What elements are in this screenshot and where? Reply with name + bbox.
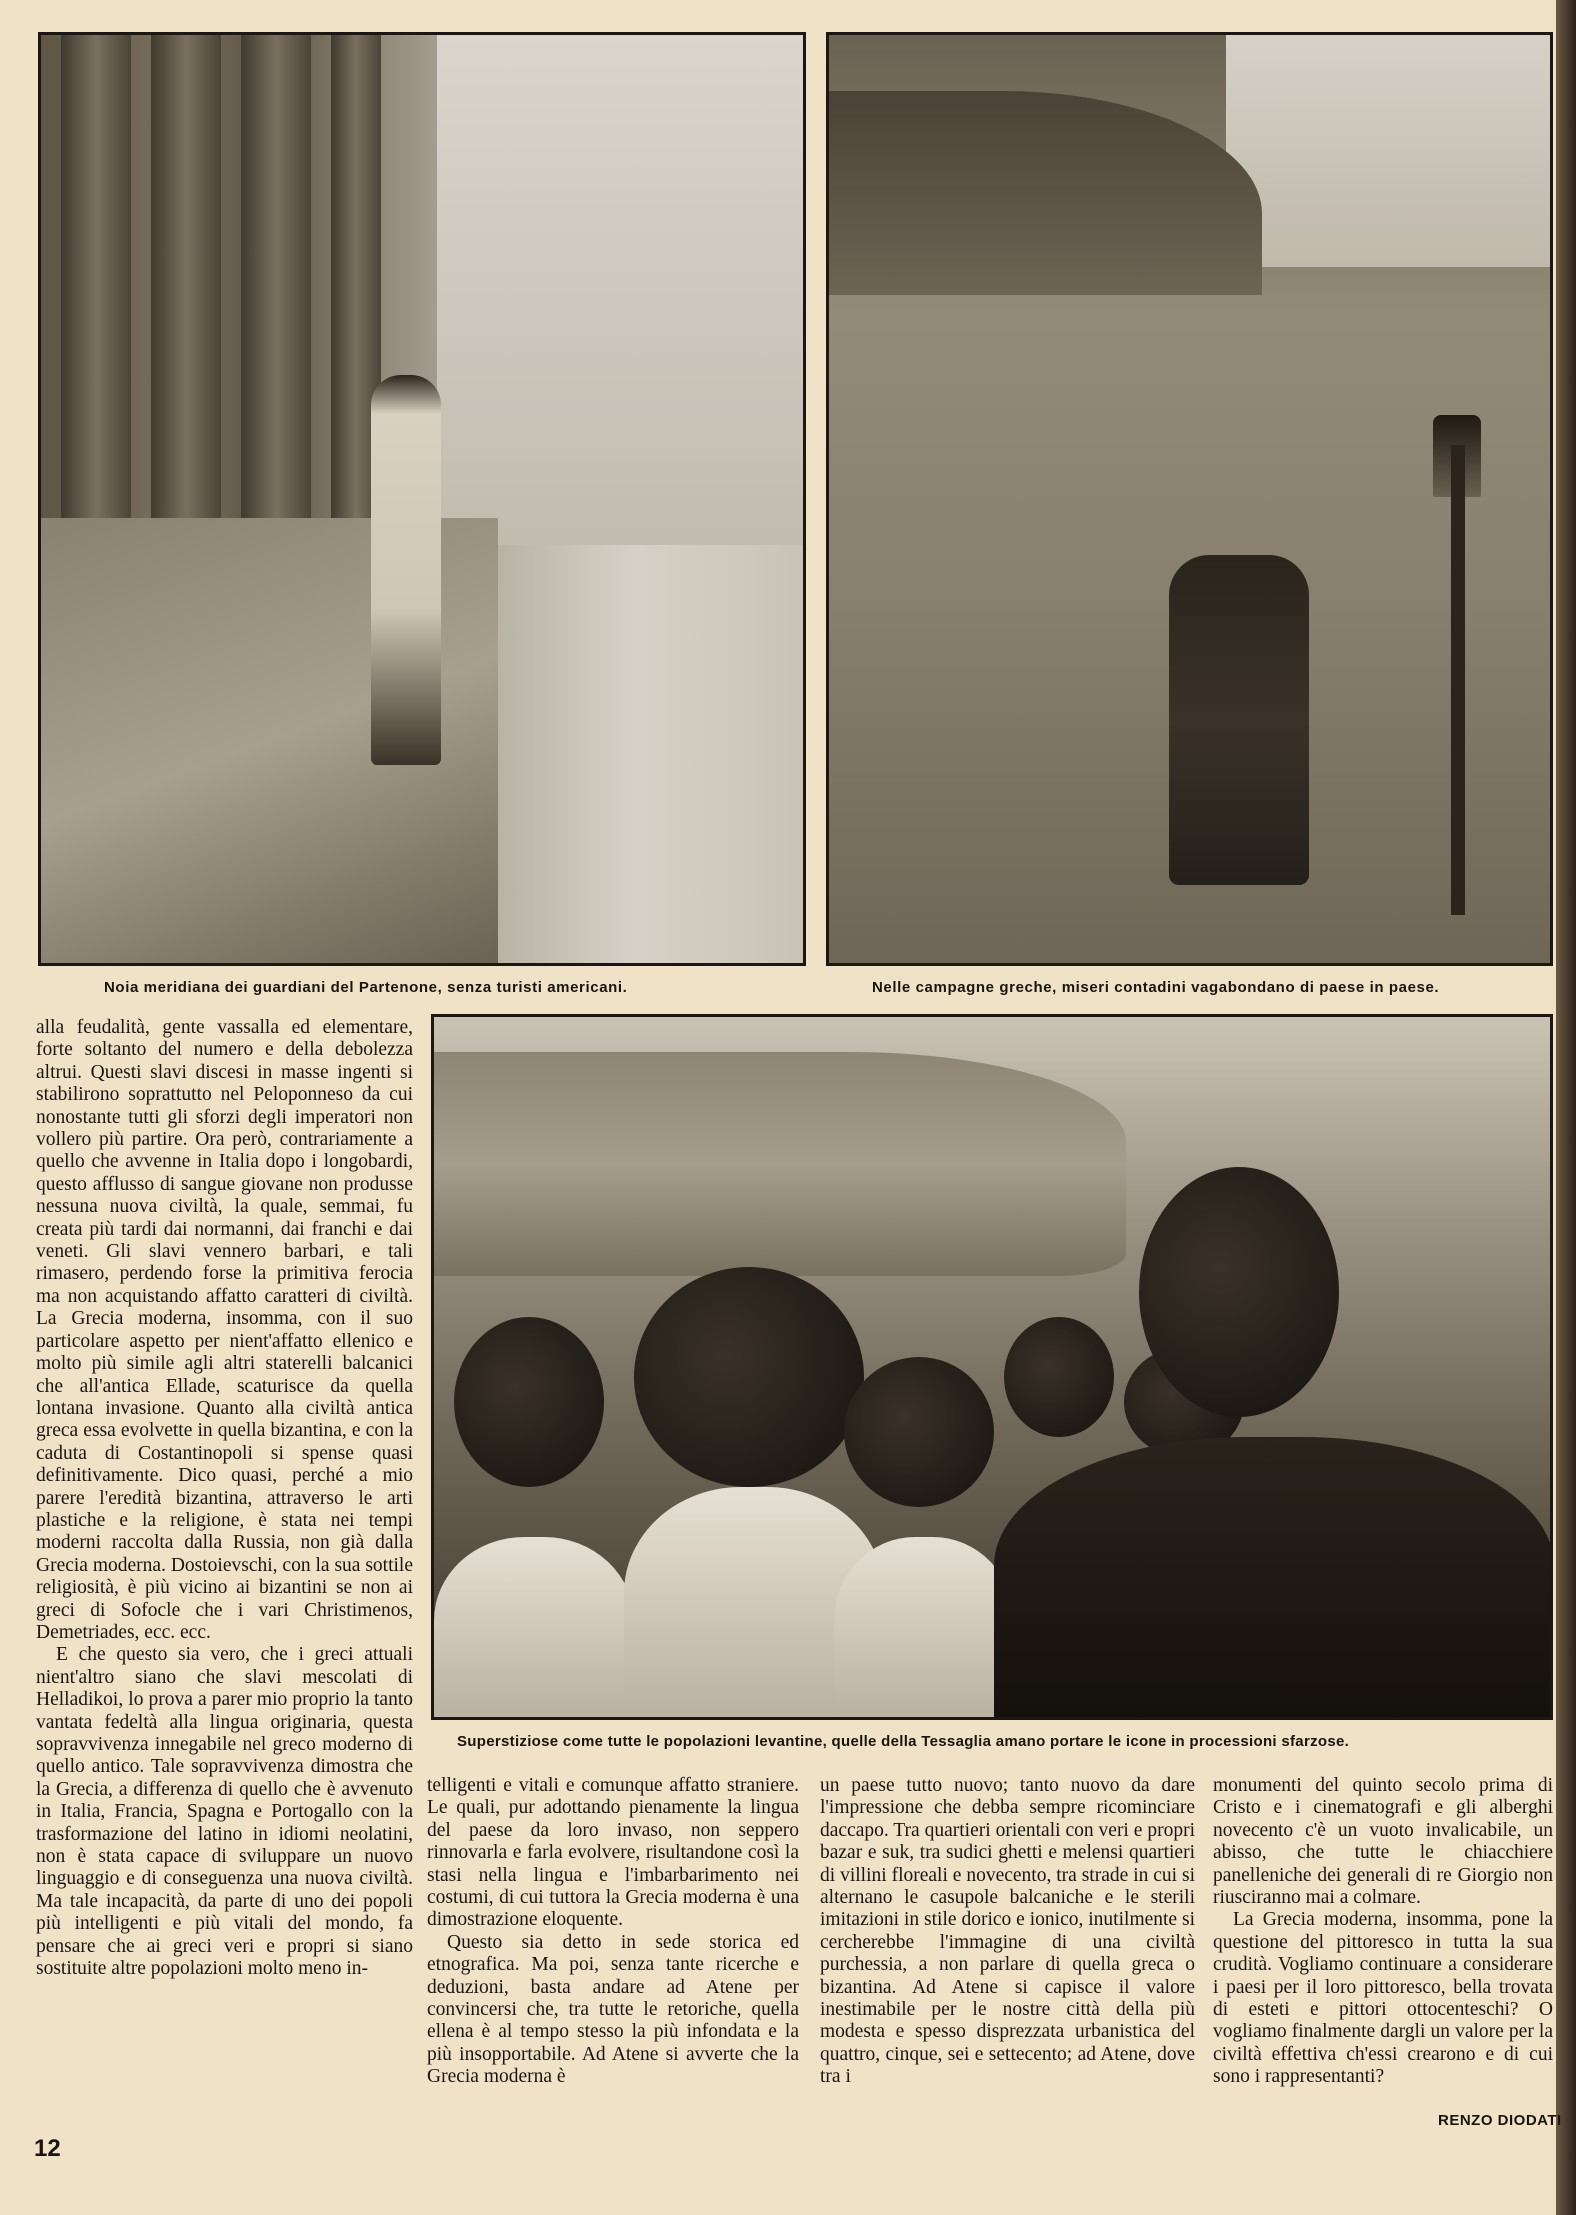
paragraph: Questo sia detto in sede storica ed etnografica. Ma poi, senza tante ricerche e deduzioni, basta andare ad Atene per convincersi che, tra tutte le retoriche, quella ellena è al tempo stesso la più infondata e la più insopportabile. Ad Atene si avverte che la Grecia moderna è (427, 1931, 799, 2088)
article-column-2 (427, 1775, 799, 2089)
countryside-photo-caption: Nelle campagne greche, miseri contadini vagabondano di paese in paese. (872, 979, 1440, 996)
author-signature: RENZO DIODATI (1438, 2112, 1562, 2129)
article-column-4 (1213, 1775, 1553, 2089)
paragraph: monumenti del quinto secolo prima di Cristo e i cinematografi e gli alberghi novecento c'è un vuoto invalicabile, un abisso, che tutte le chiacchiere panelleniche dei generali di re Giorgio non riusciranno mai a colmare. (1213, 1775, 1553, 1909)
parthenon-guards-photo (38, 32, 806, 966)
paragraph: telligenti e vitali e comunque affatto straniere. Le quali, pur adottando pienamente la lingua del paese da loro invaso, non seppero rinnovarla e farla evolvere, risultandone così la stasi nella lingua e l'imbarbarimento nei costumi, di cui tuttora la Grecia moderna è una dimostrazione eloquente. (427, 1775, 799, 1931)
paragraph: E che questo sia vero, che i greci attuali nient'altro siano che slavi mescolati di Helladikoi, lo prova a parer mio proprio la tanto vantata fedeltà alla lingua originaria, questa sopravvivenza innegabile nel greco moderno di quello antico. Tale sopravvivenza dimostra che la Grecia, a differenza di quello che è avvenuto in Italia, Francia, Spagna e Portogallo con la trasformazione del latino in idiomi neolatini, non è stata capace di sviluppare un nuovo linguaggio e di conseguenza una nuova civiltà. Ma tale incapacità, da parte di uno dei popoli più intelligenti e più vitali del mondo, fa pensare che ai greci veri e propri si siano sostituite altre popolazioni molto meno in- (36, 1644, 413, 1980)
paragraph: La Grecia moderna, insomma, pone la questione del pittoresco in tutta la sua crudità. Vogliamo continuare a considerare i paesi per il loro pittoresco, bella trovata di esteti e pittori ottocenteschi? O vogliamo finalmente dargli un valore per la civiltà effettiva ch'essi crearono e di cui sono i rappresentanti? (1213, 1909, 1553, 2088)
parthenon-photo-caption: Noia meridiana dei guardiani del Partenone, senza turisti americani. (104, 979, 628, 996)
procession-photo-caption: Superstiziose come tutte le popolazioni levantine, quelle della Tessaglia amano portare le icone in processioni sfarzose. (457, 1733, 1350, 1750)
adjacent-page-edge (1556, 0, 1576, 2215)
thessaly-procession-photo (431, 1014, 1553, 1720)
paragraph: alla feudalità, gente vassalla ed elementare, forte soltanto del numero e della debolezza altrui. Questi slavi discesi in masse ingenti si stabilirono soprattutto nel Peloponneso da cui nonostante tutti gli sforzi degli imperatori non vollero più partire. Ora però, contrariamente a quello che avvenne in Italia dopo i longobardi, questo afflusso di sangue giovane non produsse nessuna nuova civiltà, la quale, semmai, fu creata più tardi dai normanni, dai franchi e dai veneti. Gli slavi vennero barbari, e tali rimasero, perdendo forse la primitiva ferocia ma non acquistando affatto caratteri di civiltà. La Grecia moderna, insomma, con il suo particolare aspetto per nient'affatto ellenico e molto più simile agli altri staterelli balcanici che all'antica Ellade, scaturisce da quella lontana invasione. Quanto alla civiltà antica greca essa evolvette in quella bizantina, e con la caduta di Costantinopoli si spense quasi definitivamente. Dico quasi, perché a mio parere l'eredità bizantina, attraverso le arti plastiche e la religione, è stata nei tempi moderni raccolta dalla Russia, non già dalla Grecia moderna. Dostoievschi, con la sua sottile religiosità, è più vicino ai bizantini se non ai greci di Sofocle che i vari Christimenos, Demetriades, ecc. ecc. (36, 1017, 413, 1643)
countryside-donkey-photo (826, 32, 1553, 966)
paragraph: un paese tutto nuovo; tanto nuovo da dare l'impressione che debba sempre ricominciare daccapo. Tra quartieri orientali con veri e propri bazar e suk, tra sudici ghetti e melensi quartieri di villini floreali e novecento, tra strade in cui si alternano le casupole balcaniche e le sterili imitazioni in stile dorico e ionico, inutilmente si cercherebbe l'immagine di una civiltà purchessia, a non parlare di quella greca o bizantina. Ad Atene si capisce il valore inestimabile per le nostre città della più modesta e spesso disprezzata urbanistica del quattro, cinque, sei e settecento; ad Atene, dove tra i (820, 1775, 1195, 2088)
page-number: 12 (34, 2135, 61, 2162)
article-column-1 (36, 1017, 413, 1980)
article-column-3 (820, 1775, 1195, 2089)
